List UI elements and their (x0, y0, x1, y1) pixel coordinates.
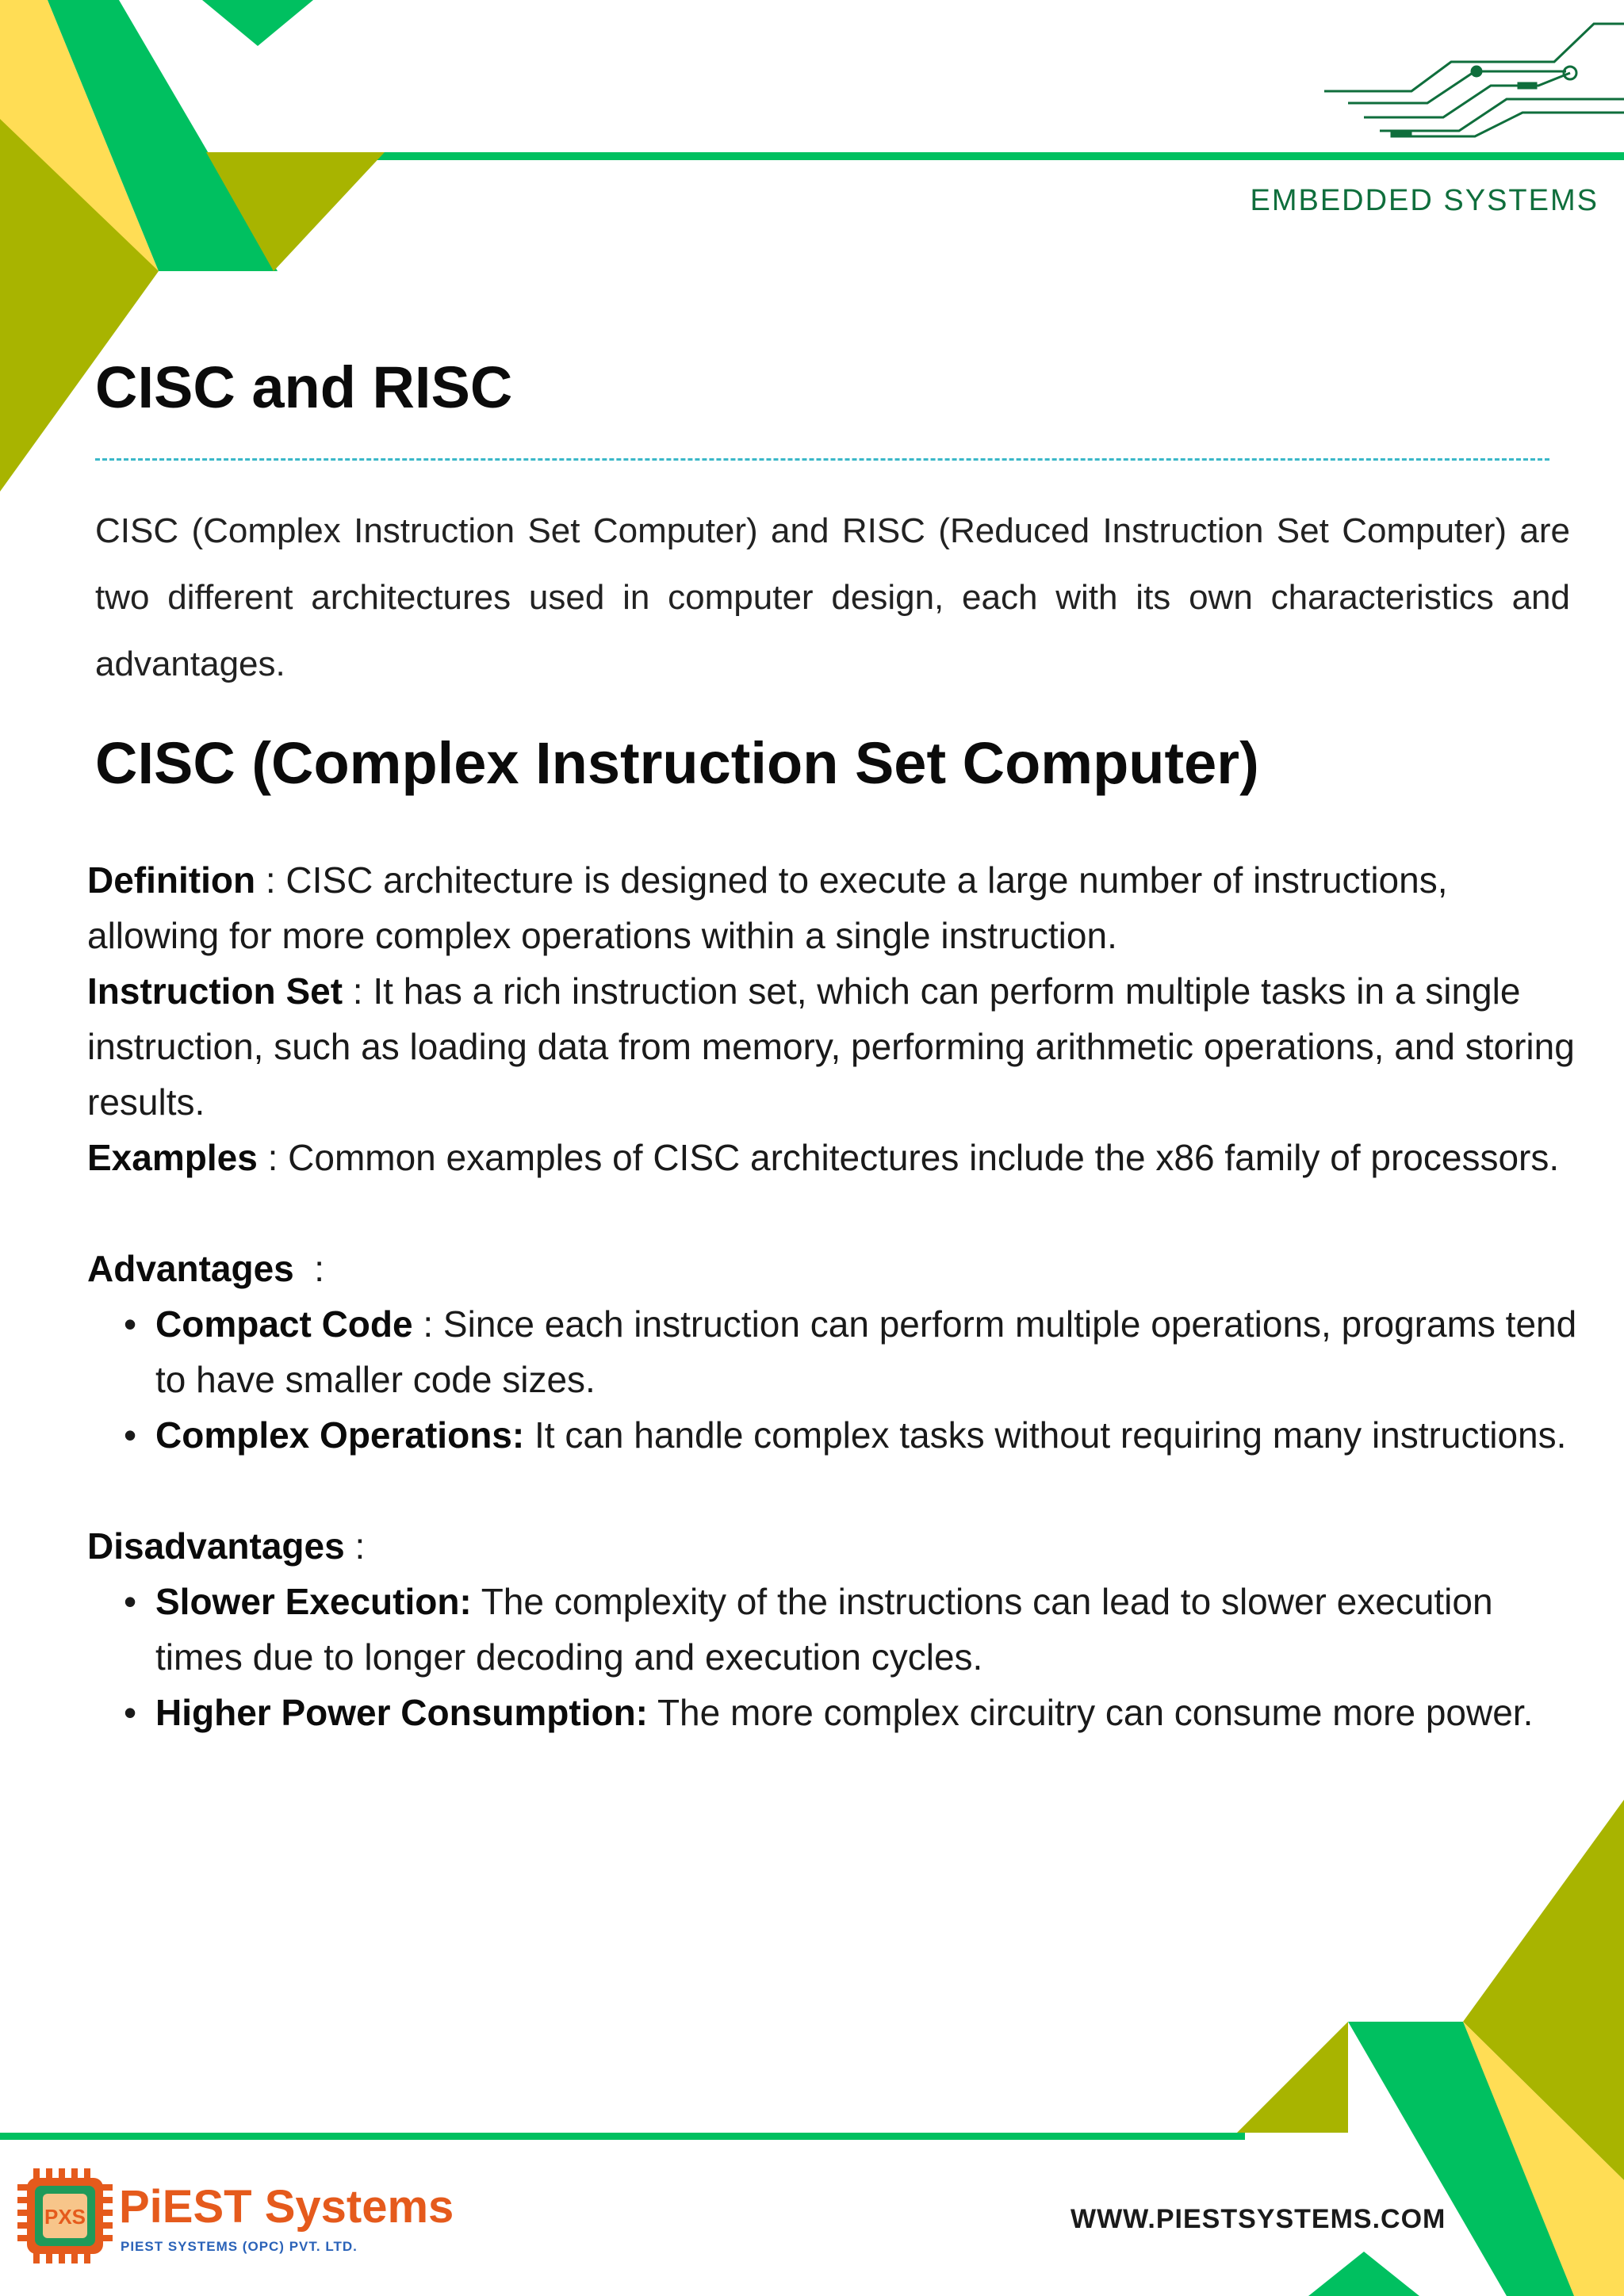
instruction-set-label: Instruction Set (87, 970, 343, 1012)
advantage-label: Compact Code (155, 1303, 413, 1345)
header-label: EMBEDDED SYSTEMS (1250, 184, 1599, 217)
svg-text:PXS: PXS (44, 2205, 86, 2229)
section-title: CISC (Complex Instruction Set Computer) (95, 730, 1259, 796)
disadvantages-sep: : (344, 1525, 366, 1567)
bullet-dot: • (124, 1692, 137, 1733)
chip-logo-icon (17, 2168, 113, 2263)
intro-paragraph: CISC (Complex Instruction Set Computer) and RISC (Reduced Instruction Set Computer) are two different architectures used in computer design, each with its own characteristics and advantages. (95, 511, 1570, 683)
website-link[interactable]: WWW.PIESTSYSTEMS.COM (1071, 2204, 1446, 2234)
title-divider (95, 458, 1549, 461)
disadvantage-label: Higher Power Consumption: (155, 1692, 648, 1733)
instruction-set-text: : It has a rich instruction set, which can perform multiple tasks in a single instruction, such as loading data from memory, performing arithmetic operations, and storing results. (87, 970, 1575, 1123)
disadvantages-label: Disadvantages (87, 1525, 345, 1567)
instruction-set-paragraph (87, 963, 1578, 1130)
advantages-heading (87, 1241, 1578, 1296)
bullet-dot: • (124, 1581, 137, 1622)
definition-text: : CISC architecture is designed to execute a large number of instructions, allowing for more complex operations within a single instruction. (87, 859, 1448, 956)
page-title: CISC and RISC (95, 354, 513, 420)
definition-paragraph (87, 852, 1578, 963)
list-item (124, 1685, 1578, 1740)
advantages-label: Advantages (87, 1248, 294, 1289)
circuit-lines-icon (1324, 24, 1624, 136)
examples-label: Examples (87, 1137, 258, 1178)
advantage-text: It can handle complex tasks without requiring many instructions. (524, 1414, 1567, 1456)
bullet-dot: • (124, 1303, 137, 1345)
disadvantages-list (87, 1574, 1578, 1740)
list-item (124, 1574, 1578, 1685)
advantage-text: : Since each instruction can perform multiple operations, programs tend to have smaller code sizes. (155, 1303, 1577, 1400)
examples-paragraph (87, 1130, 1578, 1185)
brand-name: PiEST Systems (119, 2181, 454, 2233)
disadvantage-text: The more complex circuitry can consume more power. (648, 1692, 1534, 1733)
disadvantage-label: Slower Execution: (155, 1581, 472, 1622)
footer-divider (0, 2133, 1245, 2140)
list-item (124, 1407, 1578, 1463)
advantage-label: Complex Operations: (155, 1414, 525, 1456)
bullet-dot: • (124, 1414, 137, 1456)
definition-label: Definition (87, 859, 256, 901)
section-body (87, 852, 1578, 1740)
list-item (124, 1296, 1578, 1407)
brand-subtitle: PIEST SYSTEMS (OPC) PVT. LTD. (121, 2239, 358, 2254)
advantages-sep: : (293, 1248, 325, 1289)
disadvantage-text: The complexity of the instructions can lead to slower execution times due to longer decoding and execution cycles. (155, 1581, 1493, 1678)
disadvantages-heading (87, 1518, 1578, 1574)
examples-text: : Common examples of CISC architectures include the x86 family of processors. (257, 1137, 1560, 1178)
advantages-list (87, 1296, 1578, 1463)
